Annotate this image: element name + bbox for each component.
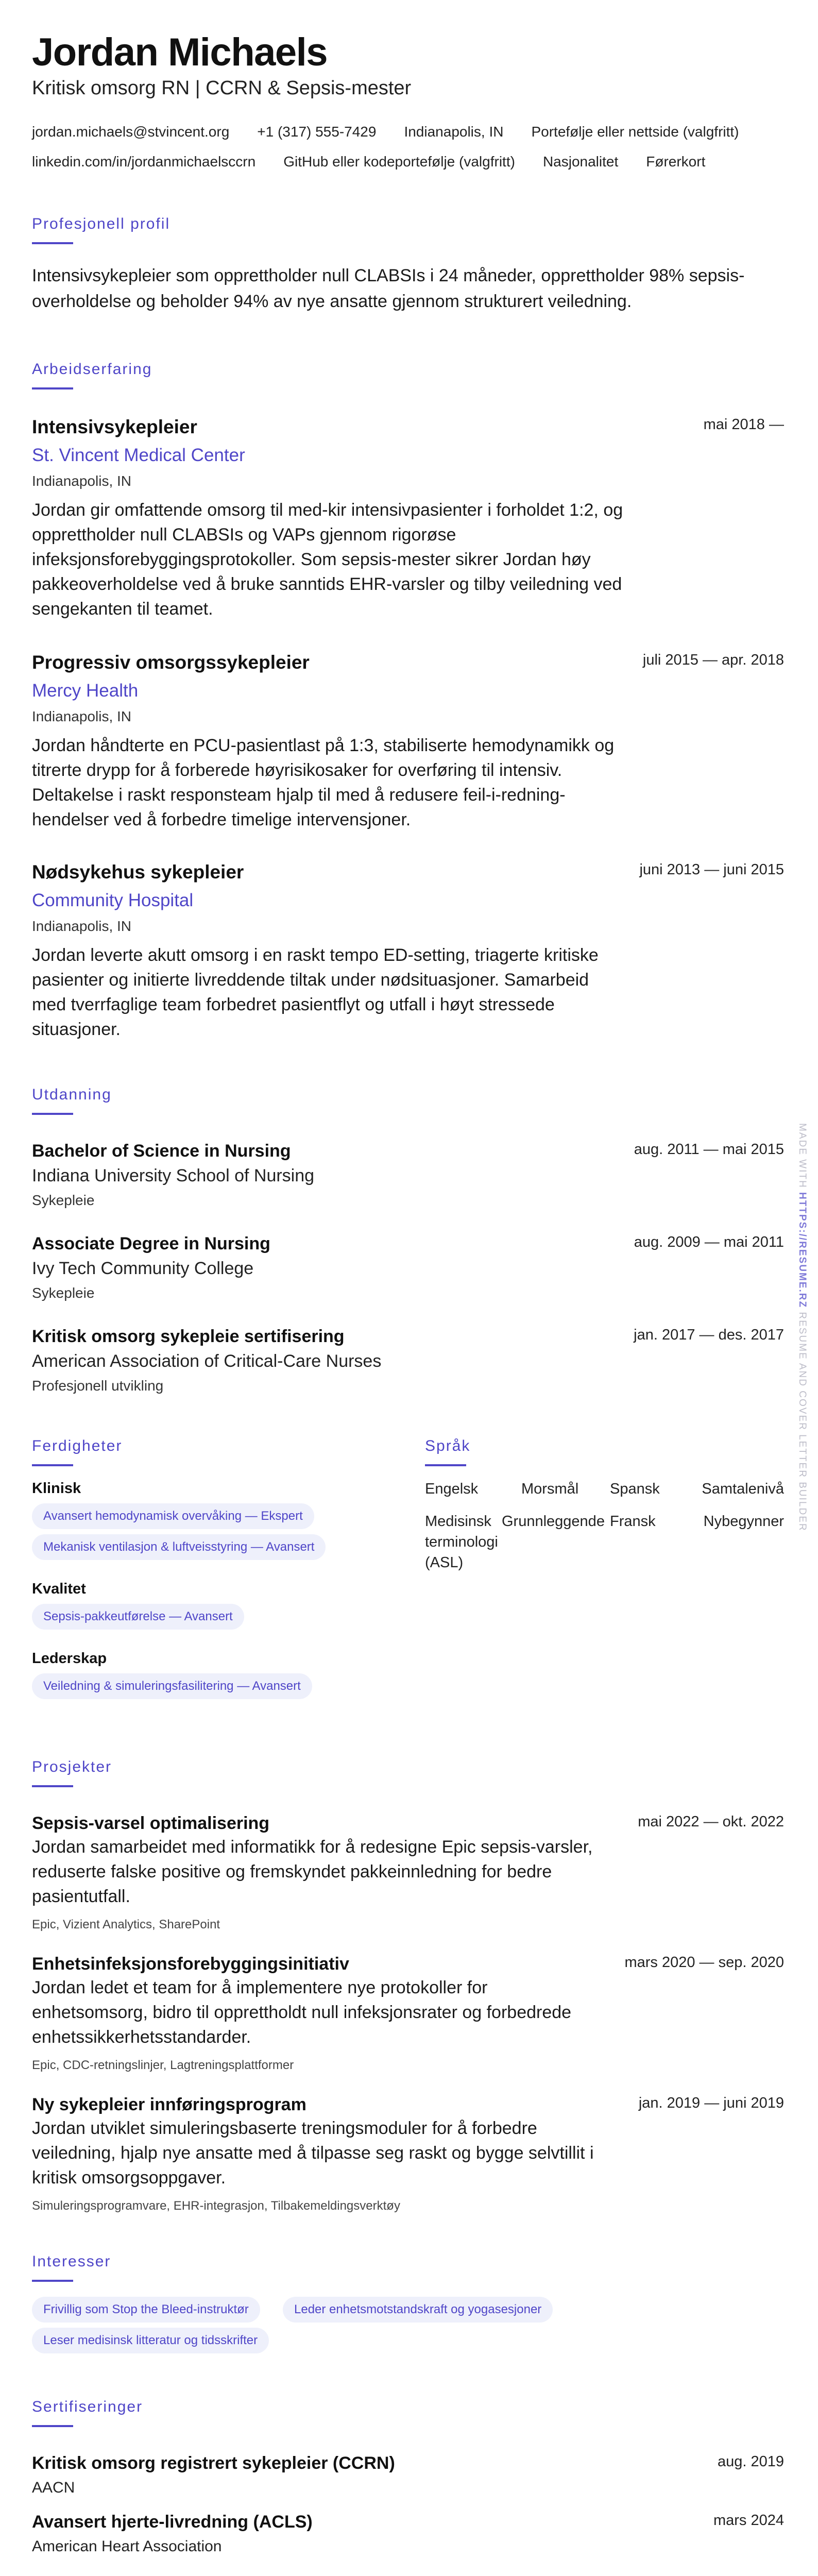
contact-location: Indianapolis, IN: [404, 124, 504, 140]
project-date: mai 2022 — okt. 2022: [638, 1814, 784, 1830]
language-level: Samtalenivå: [702, 1481, 784, 1497]
edu-area: Sykepleie: [32, 1192, 95, 1208]
profile-line-1: Intensivsykepleier som opprettholder null CLABSIs i 24 måneder, opprettholder 98% sepsis-: [32, 266, 745, 285]
contact-linkedin[interactable]: linkedin.com/in/jordanmichaelsccrn: [32, 154, 256, 170]
language-level: Grunnleggende: [502, 1513, 605, 1530]
section-title-skills: Ferdigheter: [32, 1437, 123, 1454]
job-desc-line: Deltakelse i raskt responsteam hjalp til med å redusere feil-i-redning-: [32, 785, 566, 805]
edu-date: jan. 2017 — des. 2017: [634, 1327, 784, 1343]
section-title-education: Utdanning: [32, 1086, 112, 1103]
edu-degree: Bachelor of Science in Nursing: [32, 1141, 291, 1161]
job-desc-line: sengekanten til teamet.: [32, 599, 213, 619]
candidate-headline: Kritisk omsorg RN | CCRN & Sepsis-mester: [32, 77, 412, 99]
project-desc-line: enhetsomsorg, bidro til opprettholdt null infeksjonsrater og forbedrede: [32, 2003, 572, 2022]
project-desc-line: reduserte falske positive og fremskyndet pakkeinnledning for bedre: [32, 1862, 552, 1882]
edu-area: Sykepleie: [32, 1285, 95, 1301]
edu-date: aug. 2009 — mai 2011: [634, 1234, 784, 1250]
job-date: mai 2018 —: [703, 416, 784, 433]
project-desc-line: kritisk omsorgsoppgaver.: [32, 2168, 226, 2188]
edu-area: Profesjonell utvikling: [32, 1378, 164, 1394]
section-title-certifications: Sertifiseringer: [32, 2398, 143, 2415]
job-position: Nødsykehus sykepleier: [32, 861, 244, 883]
project-name: Ny sykepleier innføringsprogram: [32, 2095, 306, 2114]
project-keywords: Epic, Vizient Analytics, SharePoint: [32, 1918, 220, 1931]
project-desc-line: pasientutfall.: [32, 1887, 130, 1906]
job-location: Indianapolis, IN: [32, 708, 132, 724]
skill-pill: Mekanisk ventilasjon & luftveisstyring — Avansert: [32, 1534, 326, 1560]
cert-name: Avansert hjerte-livredning (ACLS): [32, 2512, 313, 2532]
skill-pill: Sepsis-pakkeutførelse — Avansert: [32, 1604, 244, 1630]
job-location: Indianapolis, IN: [32, 473, 132, 489]
edu-degree: Kritisk omsorg sykepleie sertifisering: [32, 1327, 345, 1346]
cert-issuer: AACN: [32, 2479, 75, 2496]
project-keywords: Simuleringsprogramvare, EHR-integrasjon, Tilbakemeldingsverktøy: [32, 2199, 400, 2213]
job-desc-line: titrerte drypp for å forberede høyrisikosaker for overføring til intensiv.: [32, 760, 563, 780]
job-employer: Community Hospital: [32, 890, 194, 910]
cert-date: mars 2024: [713, 2512, 784, 2529]
contact-drivers-license: Førerkort: [646, 154, 706, 170]
skill-pill: Veiledning & simuleringsfasilitering — Avansert: [32, 1673, 312, 1699]
profile-line-2: overholdelse og beholder 94% av nye ansatte gjennom strukturert veiledning.: [32, 292, 632, 311]
job-date: juni 2013 — juni 2015: [639, 861, 784, 878]
cert-issuer: American Heart Association: [32, 2538, 222, 2555]
credit-suffix: RESUME AND COVER LETTER BUILDER: [797, 1312, 808, 1532]
edu-school: American Association of Critical-Care Nurses: [32, 1351, 382, 1371]
language-name: Fransk: [610, 1513, 656, 1530]
job-position: Intensivsykepleier: [32, 416, 197, 437]
edu-date: aug. 2011 — mai 2015: [634, 1141, 784, 1158]
job-employer: Mercy Health: [32, 681, 139, 701]
job-desc-line: infeksjonsforebyggingsprotokoller. Som sepsis-mester sikrer Jordan høy: [32, 550, 591, 569]
job-position: Progressiv omsorgssykepleier: [32, 652, 310, 673]
skill-pill: Avansert hemodynamisk overvåking — Ekspert: [32, 1503, 314, 1529]
section-title-experience: Arbeidserfaring: [32, 361, 152, 378]
skill-group-name: Kvalitet: [32, 1581, 86, 1597]
language-level: Morsmål: [521, 1481, 579, 1497]
job-employer: St. Vincent Medical Center: [32, 445, 245, 465]
contact-nationality: Nasjonalitet: [542, 154, 619, 170]
job-date: juli 2015 — apr. 2018: [642, 652, 784, 668]
project-name: Sepsis-varsel optimalisering: [32, 1814, 270, 1833]
language-name: Spansk: [610, 1481, 660, 1497]
interest-pill: Leder enhetsmotstandskraft og yogasesjoner: [283, 2297, 553, 2323]
section-title-languages: Språk: [425, 1437, 471, 1454]
contact-github[interactable]: GitHub eller kodeportefølje (valgfritt): [283, 154, 515, 170]
language-level: Nybegynner: [703, 1513, 784, 1530]
builder-credit[interactable]: [795, 1123, 808, 1546]
project-date: jan. 2019 — juni 2019: [638, 2095, 784, 2111]
job-location: Indianapolis, IN: [32, 918, 132, 934]
job-desc-line: Jordan gir omfattende omsorg til med-kir intensivpasienter i forholdet 1:2, og: [32, 500, 623, 520]
job-desc-line: opprettholder null CLABSIs og VAPs gjennom rigorøse: [32, 525, 456, 545]
project-name: Enhetsinfeksjonsforebyggingsinitiativ: [32, 1954, 349, 1974]
job-desc-line: Jordan leverte akutt omsorg i en raskt tempo ED-setting, triagerte kritiske: [32, 945, 599, 965]
language-name: Engelsk: [425, 1481, 479, 1497]
edu-school: Ivy Tech Community College: [32, 1259, 254, 1278]
contact-row-2: [32, 154, 733, 170]
candidate-name: Jordan Michaels: [32, 30, 328, 74]
interest-pill: Leser medisinsk litteratur og tidsskrifter: [32, 2328, 269, 2353]
contact-email[interactable]: jordan.michaels@stvincent.org: [32, 124, 230, 140]
job-desc-line: situasjoner.: [32, 1020, 121, 1039]
project-date: mars 2020 — sep. 2020: [624, 1954, 784, 1971]
credit-prefix: MADE WITH: [797, 1123, 808, 1189]
section-title-profile: Profesjonell profil: [32, 215, 171, 232]
job-desc-line: pakkeoverholdelse ved å bruke sanntids EHR-varsler og tilby veiledning ved: [32, 574, 622, 594]
cert-name: Kritisk omsorg registrert sykepleier (CCRN): [32, 2453, 395, 2473]
section-title-interests: Interesser: [32, 2253, 111, 2270]
project-desc-line: Jordan samarbeidet med informatikk for å redesigne Epic sepsis-varsler,: [32, 1837, 593, 1857]
project-desc-line: enhetssikkerhetsstandarder.: [32, 2027, 251, 2047]
job-desc-line: Jordan håndterte en PCU-pasientlast på 1:3, stabiliserte hemodynamikk og: [32, 736, 615, 755]
project-desc-line: Jordan ledet et team for å implementere nye protokoller for: [32, 1978, 488, 1997]
project-desc-line: veiledning, hjalp nye ansatte med å tilpasse seg raskt og bygge selvtillit i: [32, 2143, 594, 2163]
project-keywords: Epic, CDC-retningslinjer, Lagtreningsplattformer: [32, 2058, 294, 2072]
job-desc-line: hendelser ved å forbedre timelige intervensjoner.: [32, 810, 411, 829]
contact-row-1: [32, 124, 767, 140]
skill-group-name: Klinisk: [32, 1480, 81, 1497]
interest-pill: Frivillig som Stop the Bleed-instruktør: [32, 2297, 260, 2323]
edu-degree: Associate Degree in Nursing: [32, 1234, 270, 1253]
edu-school: Indiana University School of Nursing: [32, 1166, 315, 1185]
contact-portfolio[interactable]: Portefølje eller nettside (valgfritt): [531, 124, 739, 140]
language-name: Medisinsk terminologi (ASL): [425, 1513, 498, 1571]
job-desc-line: med tverrfaglige team forbedret pasientflyt og utfall i høyt stressede: [32, 995, 555, 1014]
credit-link[interactable]: HTTPS://RESUME.RZ: [797, 1192, 808, 1309]
skill-group-name: Lederskap: [32, 1650, 107, 1667]
section-title-projects: Prosjekter: [32, 1758, 112, 1775]
job-desc-line: pasienter og initierte livreddende tiltak under nødsituasjoner. Samarbeid: [32, 970, 589, 990]
project-desc-line: Jordan utviklet simuleringsbaserte treningsmoduler for å forbedre: [32, 2119, 537, 2138]
cert-date: aug. 2019: [717, 2453, 784, 2470]
contact-phone[interactable]: +1 (317) 555-7429: [257, 124, 377, 140]
